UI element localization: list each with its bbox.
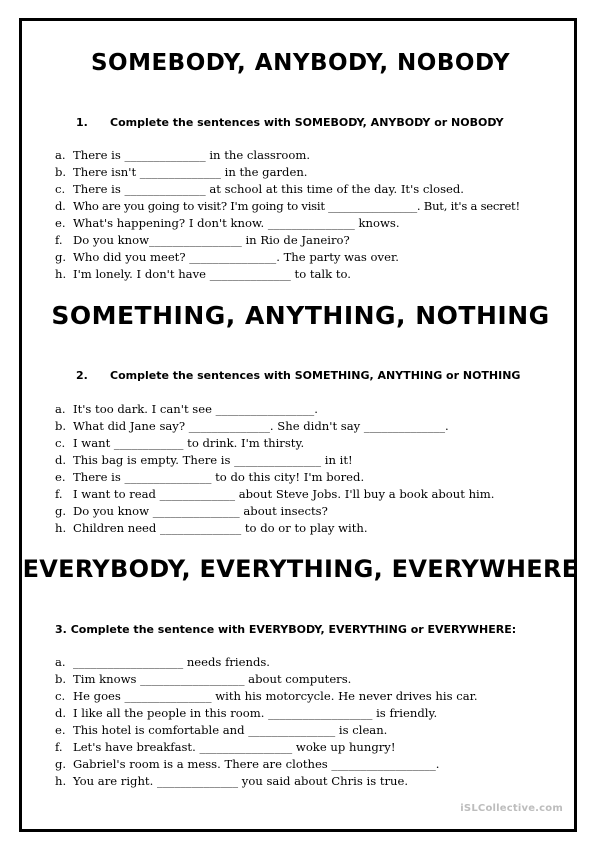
section-3-instruction: [55, 623, 516, 636]
exercise-item: c. I want ____________ to drink. I'm thirsty.: [55, 436, 305, 450]
exercise-item: b. There isn't ______________ in the garden.: [55, 165, 308, 179]
exercise-item: h. Children need ______________ to do or to play with.: [55, 521, 368, 535]
section-3-title: EVERYBODY, EVERYTHING, EVERYWHERE: [22, 555, 579, 583]
exercise-item: d. Who are you going to visit? I'm going to visit ________________. But, it's a secret!: [55, 199, 520, 213]
exercise-item: c. There is ______________ at school at this time of the day. It's closed.: [55, 182, 464, 196]
instruction-text: Complete the sentences with SOMEBODY, ANYBODY or NOBODY: [110, 116, 504, 129]
exercise-item: e. There is _______________ to do this city! I'm bored.: [55, 470, 365, 484]
instruction-number: 1.: [76, 116, 88, 129]
exercise-item: c. He goes _______________ with his motorcycle. He never drives his car.: [55, 689, 478, 703]
exercise-item: h. You are right. ______________ you said about Chris is true.: [55, 774, 409, 788]
exercise-item: g. Gabriel's room is a mess. There are clothes __________________.: [55, 757, 440, 771]
exercise-item: h. I'm lonely. I don't have ______________ to talk to.: [55, 267, 351, 281]
exercise-item: f. Let's have breakfast. ________________ woke up hungry!: [55, 740, 396, 754]
exercise-item: g. Do you know _______________ about insects?: [55, 504, 328, 518]
instruction-number: 3.: [55, 623, 67, 636]
exercise-item: e. What's happening? I don't know. _______________ knows.: [55, 216, 400, 230]
exercise-item: f. I want to read _____________ about Steve Jobs. I'll buy a book about him.: [55, 487, 495, 501]
instruction-text: Complete the sentence with EVERYBODY, EVERYTHING or EVERYWHERE:: [70, 623, 517, 636]
instruction-text: Complete the sentences with SOMETHING, ANYTHING or NOTHING: [110, 369, 521, 382]
exercise-item: b. Tim knows __________________ about computers.: [55, 672, 352, 686]
instruction-number: 2.: [76, 369, 88, 382]
exercise-item: f. Do you know________________ in Rio de Janeiro?: [55, 233, 350, 247]
exercise-item: g. Who did you meet? _______________. The party was over.: [55, 250, 399, 264]
exercise-item: e. This hotel is comfortable and _______________ is clean.: [55, 723, 388, 737]
section-2-instruction: [76, 369, 520, 382]
section-1-title: SOMEBODY, ANYBODY, NOBODY: [90, 50, 511, 76]
exercise-item: a. It's too dark. I can't see _________________.: [55, 402, 318, 416]
exercise-item: a. ___________________ needs friends.: [55, 655, 270, 669]
exercise-item: d. This bag is empty. There is _______________ in it!: [55, 453, 353, 467]
watermark-footer: iSLCollective.com: [460, 803, 563, 814]
section-2-title: SOMETHING, ANYTHING, NOTHING: [51, 301, 550, 330]
exercise-item: a. There is ______________ in the classroom.: [55, 148, 311, 162]
exercise-item: d. I like all the people in this room. __________________ is friendly.: [55, 706, 438, 720]
exercise-item: b. What did Jane say? ______________. She didn't say ______________.: [55, 419, 449, 433]
section-1-instruction: [76, 116, 504, 129]
